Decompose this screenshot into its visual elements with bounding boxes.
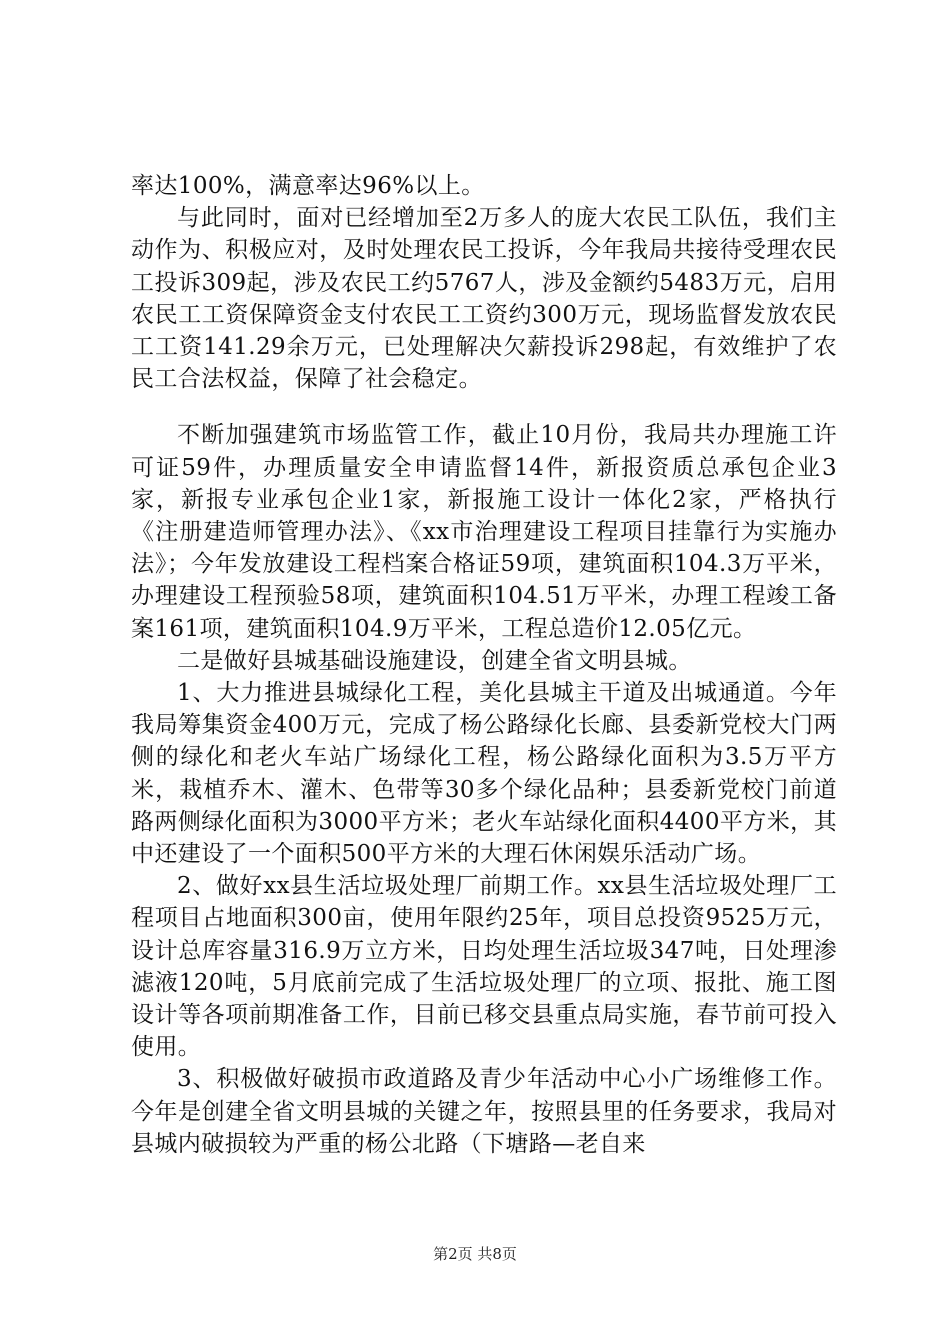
paragraph-6: 2、做好xx县生活垃圾处理厂前期工作。xx县生活垃圾处理厂工程项目占地面积300亩，使用年限约25年，项目总投资9525万元，设计总库容量316.9万立方米，日均处理生活垃圾347吨，日处理渗滤液120吨，5月底前完成了生活垃圾处理厂的立项、报批、施工图设计等各项前期准备工作，目前已移交县重点局实施，春节前可投入使用。 <box>131 873 837 1061</box>
paragraph-5: 1、大力推进县城绿化工程，美化县城主干道及出城通道。今年我局筹集资金400万元，完成了杨公路绿化长廊、县委新党校大门两侧的绿化和老火车站广场绿化工程，杨公路绿化面积为3.5万平方米，栽植乔木、灌木、色带等30多个绿化品种；县委新党校门前道路两侧绿化面积为3000平方米；老火车站绿化面积4400平方米，其中还建设了一个面积500平方米的大理石休闲娱乐活动广场。 <box>131 680 837 868</box>
paragraph-3: 不断加强建筑市场监管工作，截止10月份，我局共办理施工许可证59件，办理质量安全申请监督14件，新报资质总承包企业3家，新报专业承包企业1家，新报施工设计一体化2家，严格执行《注册建造师管理办法》、《xx市治理建设工程项目挂靠行为实施办法》；今年发放建设工程档案合格证59项，建筑面积104.3万平米，办理建设工程预验58项，建筑面积104.51万平米，办理工程竣工备案161项，建筑面积104.9万平米，工程总造价12.05亿元。 <box>131 422 837 642</box>
paragraph-1: 率达100%，满意率达96%以上。 <box>131 173 485 199</box>
document-body <box>131 170 837 1160</box>
page-number-footer: 第2页 共8页 <box>433 1245 517 1263</box>
paragraph-2: 与此同时，面对已经增加至2万多人的庞大农民工队伍，我们主动作为、积极应对，及时处理农民工投诉，今年我局共接待受理农民工投诉309起，涉及农民工约5767人，涉及金额约5483万元，启用农民工工资保障资金支付农民工工资约300万元，现场监督发放农民工工资141.29余万元，已处理解决欠薪投诉298起，有效维护了农民工合法权益，保障了社会稳定。 <box>131 205 837 393</box>
paragraph-7: 3、积极做好破损市政道路及青少年活动中心小广场维修工作。今年是创建全省文明县城的关键之年，按照县里的任务要求，我局对县城内破损较为严重的杨公北路（下塘路—老自来 <box>131 1066 837 1157</box>
paragraph-4: 二是做好县城基础设施建设，创建全省文明县城。 <box>177 647 692 674</box>
